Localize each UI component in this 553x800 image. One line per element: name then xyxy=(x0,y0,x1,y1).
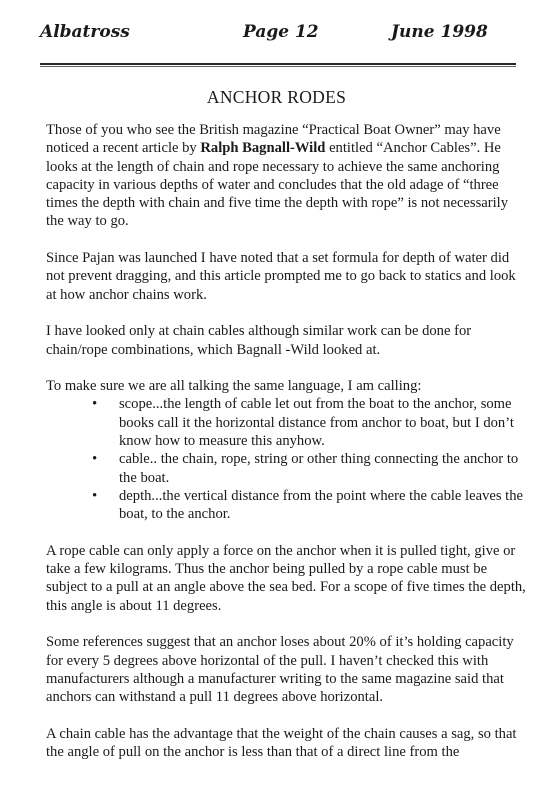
definition-cable: • cable.. the chain, rope, string or other thing connecting the anchor to the boat. xyxy=(119,450,526,487)
author-name: Ralph Bagnall-Wild xyxy=(200,140,326,157)
definitions-list xyxy=(46,395,526,523)
article-title: ANCHOR RODES xyxy=(206,87,347,107)
paragraph-intro xyxy=(46,121,526,231)
paragraph-references: Some references suggest that an anchor loses about 20% of it’s holding capacity for every 5 degrees above horizontal of the pull. I haven’t checked this with manufacturers although a manufacturer writing to the same magazine said that anchors can withstand a pull 11 degrees above horizontal. xyxy=(46,634,514,706)
intro-text-a: Those of you who see the British magazine “Practical Boat Owner” may have noticed a recent article by xyxy=(46,122,501,157)
header-rule xyxy=(40,63,516,65)
definition-depth: • depth...the vertical distance from the point where the cable leaves the boat, to the anchor. xyxy=(119,487,526,524)
definition-scope: • scope...the length of cable let out from the boat to the anchor, some books call it the horizontal distance from anchor to boat, but I don’t know how to measure this anyhow. xyxy=(119,395,526,450)
page-header xyxy=(40,22,514,48)
intro-text-b: entitled “Anchor Cables”. He looks at the length of chain and rope necessary to achieve the same anchoring capacity in various depths of water and concludes that the old adage of “three times the depth with chain and five time the depth with rope” is not necessarily the way to go. xyxy=(46,140,509,230)
header-rule-thin xyxy=(40,66,516,67)
publication-name: Albatross xyxy=(40,22,130,42)
paragraph-chain-cable: A chain cable has the advantage that the weight of the chain causes a sag, so that the angle of pull on the anchor is less than that of a direct line from the xyxy=(46,725,517,761)
paragraph-rope-cable: A rope cable can only apply a force on the anchor when it is pulled tight, give or take a few kilograms. Thus the anchor being pulled by a rope cable must be subject to a pull at an angle above the sea bed. For a scope of five times the depth, this angle is about 11 degrees. xyxy=(46,542,526,614)
paragraph-pajan: Since Pajan was launched I have noted that a set formula for depth of water did not prevent dragging, and this article prompted me to go back to statics and look at how anchor chains work. xyxy=(46,250,516,303)
page-number: Page 12 xyxy=(243,22,319,42)
article-body xyxy=(46,121,526,780)
issue-date: June 1998 xyxy=(391,22,488,42)
paragraph-language: To make sure we are all talking the same language, I am calling: xyxy=(46,378,422,395)
paragraph-chain-only: I have looked only at chain cables although similar work can be done for chain/rope combinations, which Bagnall -Wild looked at. xyxy=(46,323,472,358)
